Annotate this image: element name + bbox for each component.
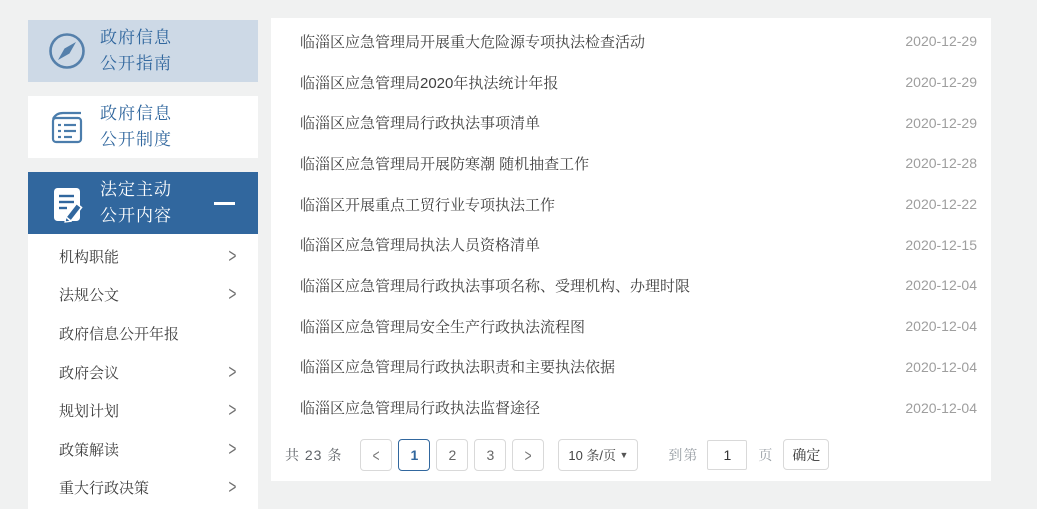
menu-label: 政府信息公开年报 [59,325,180,343]
sidebar-item-disclosure-system[interactable] [28,96,258,158]
list-item[interactable] [271,306,991,347]
sidebar-item-statutory-disclosure[interactable] [28,172,258,234]
chevron-left-icon: < [372,444,380,465]
pagination-bar [285,439,977,471]
menu-label: 机构职能 [59,248,120,266]
goto-page-prefix-label: 到第 [668,446,699,463]
page-button-1[interactable]: 1 [398,439,430,471]
sidebar-item-major-decisions[interactable] [28,469,258,508]
chevron-right-icon: > [228,399,237,423]
article-title-link[interactable]: 临淄区应急管理局行政执法监督途径 [300,400,541,418]
caret-down-icon: ▼ [619,449,629,460]
chevron-right-icon: > [228,283,237,307]
list-item[interactable] [271,184,991,225]
menu-label: 政策解读 [59,441,120,459]
article-title-link[interactable]: 临淄区应急管理局行政执法事项名称、受理机构、办理时限 [300,277,691,295]
clipboard-pencil-icon [45,181,89,225]
chevron-right-icon: > [228,360,237,384]
article-list-panel [271,18,991,481]
page-size-select[interactable] [558,439,638,471]
article-title-link[interactable]: 临淄区应急管理局行政执法职责和主要执法依据 [300,359,616,377]
article-title-link[interactable]: 临淄区开展重点工贸行业专项执法工作 [300,196,556,214]
sidebar-item-label: 政府信息 公开指南 [100,28,172,73]
article-date: 2020-12-29 [905,33,977,50]
list-item[interactable] [271,102,991,143]
compass-icon [45,29,89,73]
list-item[interactable] [271,265,991,306]
article-date: 2020-12-15 [905,236,977,253]
confirm-button[interactable]: 确定 [783,439,829,470]
menu-label: 政府会议 [59,364,120,382]
sidebar-item-gov-meetings[interactable] [28,353,258,392]
notebook-icon [45,105,89,149]
article-title-link[interactable]: 临淄区应急管理局开展重大危险源专项执法检查活动 [300,33,646,51]
article-date: 2020-12-22 [905,196,977,213]
sidebar-submenu [28,234,258,509]
prev-page-button[interactable] [360,439,392,471]
list-item[interactable] [271,62,991,103]
goto-page-input[interactable] [707,440,747,470]
chevron-right-icon: > [228,244,237,268]
chevron-right-icon: > [228,437,237,461]
article-title-link[interactable]: 临淄区应急管理局开展防寒潮 随机抽查工作 [300,155,590,173]
page-button-3[interactable]: 3 [474,439,506,471]
article-date: 2020-12-29 [905,74,977,91]
list-item[interactable] [271,224,991,265]
collapse-minus-icon[interactable] [214,202,235,205]
menu-label: 法规公文 [59,287,120,305]
article-title-link[interactable]: 临淄区应急管理局安全生产行政执法流程图 [300,318,586,336]
menu-label: 规划计划 [59,403,120,421]
next-page-button[interactable] [512,439,544,471]
article-date: 2020-12-04 [905,277,977,294]
menu-label: 重大行政决策 [59,480,150,498]
sidebar-item-annual-report[interactable] [28,314,258,353]
sidebar-item-label: 政府信息 公开制度 [100,104,172,149]
sidebar-item-policy-interpretation[interactable] [28,430,258,469]
chevron-right-icon: > [524,444,532,465]
chevron-right-icon: > [228,476,237,500]
article-title-link[interactable]: 临淄区应急管理局2020年执法统计年报 [300,74,559,92]
page-size-value: 10 条/页 [568,448,617,464]
list-item[interactable] [271,347,991,388]
sidebar-item-disclosure-guide[interactable] [28,20,258,82]
goto-page-suffix-label: 页 [758,446,773,463]
sidebar [28,20,258,509]
sidebar-item-regulations[interactable] [28,276,258,315]
article-date: 2020-12-29 [905,114,977,131]
article-title-link[interactable]: 临淄区应急管理局执法人员资格清单 [300,237,541,255]
article-date: 2020-12-04 [905,358,977,375]
total-count-label: 共 23 条 [285,446,343,463]
article-date: 2020-12-28 [905,155,977,172]
list-item[interactable] [271,143,991,184]
article-title-link[interactable]: 临淄区应急管理局行政执法事项清单 [300,115,541,133]
list-item[interactable] [271,21,991,62]
article-date: 2020-12-04 [905,399,977,416]
sidebar-item-agency-functions[interactable] [28,237,258,276]
article-date: 2020-12-04 [905,318,977,335]
page-button-2[interactable]: 2 [436,439,468,471]
sidebar-item-plans[interactable] [28,391,258,430]
sidebar-item-label: 法定主动 公开内容 [100,180,172,225]
list-item[interactable] [271,387,991,428]
